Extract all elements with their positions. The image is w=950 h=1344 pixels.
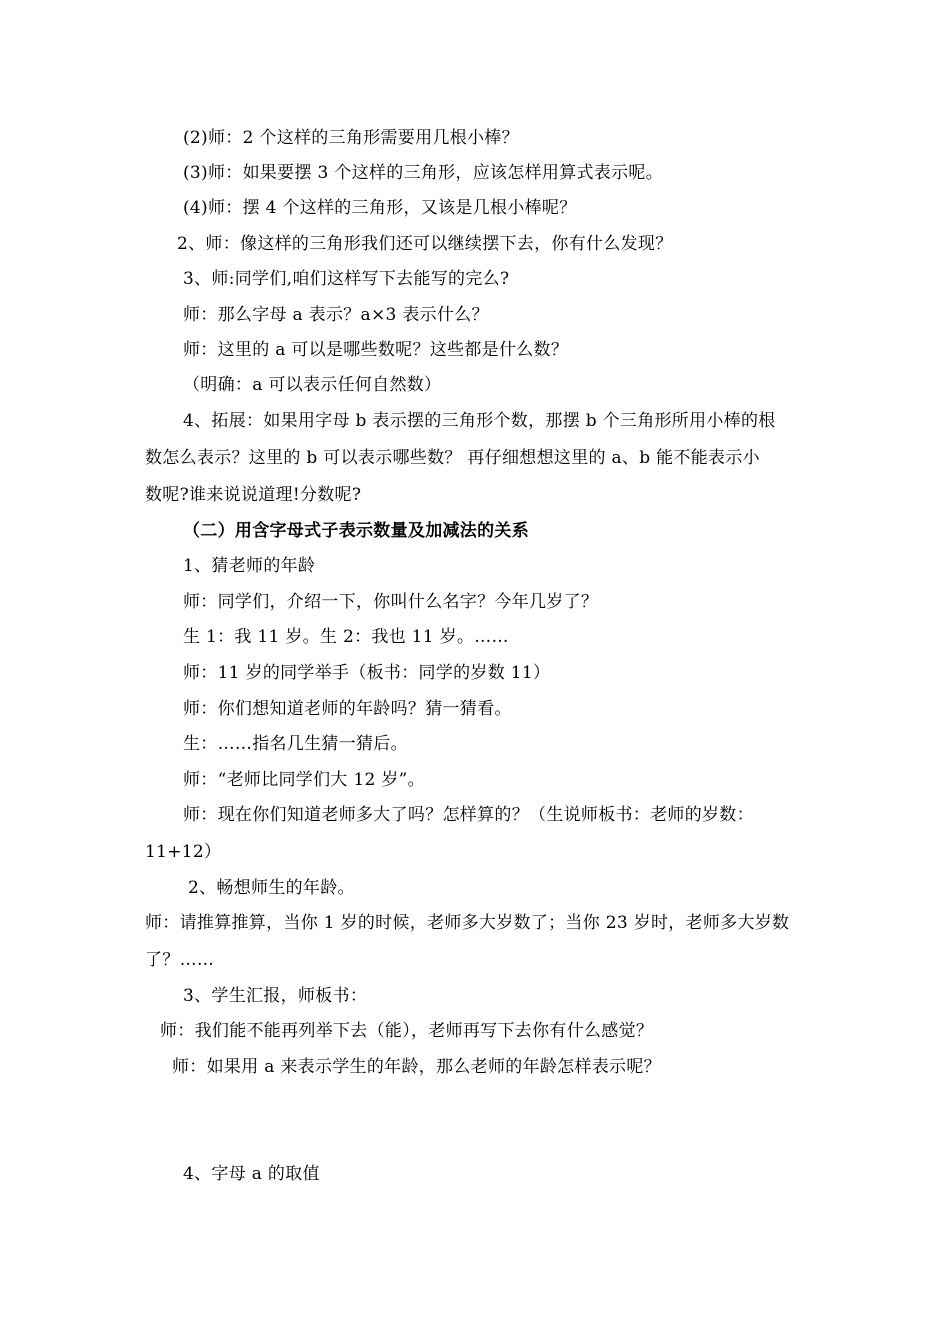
text-line-19: 师：“老师比同学们大 12 岁”。 [183,770,425,790]
text-line-15: 生 1：我 11 岁。生 2：我也 11 岁。…… [183,627,509,647]
text-line-10: 数怎么表示？这里的 b 可以表示哪些数？ 再仔细想想这里的 a、b 能不能表示小 [145,448,760,468]
text-line-21: 11+12） [145,842,222,862]
text-line-14: 师：同学们，介绍一下，你叫什么名字？今年几岁了？ [183,592,599,612]
text-line-3: (4)师：摆 4 个这样的三角形，又该是几根小棒呢？ [183,198,577,218]
text-line-25: 3、学生汇报，师板书： [183,986,368,1006]
text-line-17: 师：你们想知道老师的年龄吗？猜一猜看。 [183,699,512,719]
text-line-9: 4、拓展：如果用字母 b 表示摆的三角形个数，那摆 b 个三角形所用小棒的根 [183,411,776,431]
text-line-2: (3)师：如果要摆 3 个这样的三角形，应该怎样用算式表示呢。 [183,163,664,183]
section-heading: （二）用含字母式子表示数量及加减法的关系 [183,521,529,541]
text-line-16: 师：11 岁的同学举手（板书：同学的岁数 11） [183,663,551,683]
text-line-24: 了？…… [145,950,215,970]
text-line-7: 师：这里的 a 可以是哪些数呢？这些都是什么数？ [183,340,569,360]
text-line-20: 师：现在你们知道老师多大了吗？怎样算的？（生说师板书：老师的岁数： [183,805,754,825]
text-line-4: 2、师：像这样的三角形我们还可以继续摆下去，你有什么发现？ [177,234,673,254]
text-line-27: 师：如果用 a 来表示学生的年龄，那么老师的年龄怎样表示呢？ [172,1057,661,1077]
text-line-23: 师：请推算推算，当你 1 岁的时候，老师多大岁数了；当你 23 岁时，老师多大岁数 [145,913,790,933]
text-line-6: 师：那么字母 a 表示？a×3 表示什么？ [183,305,489,325]
text-line-18: 生：……指名几生猜一猜后。 [183,734,408,754]
text-line-1: (2)师：2 个这样的三角形需要用几根小棒？ [183,128,519,148]
text-line-5: 3、师:同学们,咱们这样写下去能写的完么? [183,269,510,289]
text-line-8: （明确：a 可以表示任何自然数） [183,375,442,395]
text-line-11: 数呢?谁来说说道理!分数呢? [145,485,362,505]
text-line-26: 师：我们能不能再列举下去（能），老师再写下去你有什么感觉？ [160,1021,654,1041]
text-line-28: 4、字母 a 的取值 [183,1164,320,1184]
text-line-13: 1、猜老师的年龄 [183,556,316,576]
text-line-22: 2、畅想师生的年龄。 [188,878,355,898]
